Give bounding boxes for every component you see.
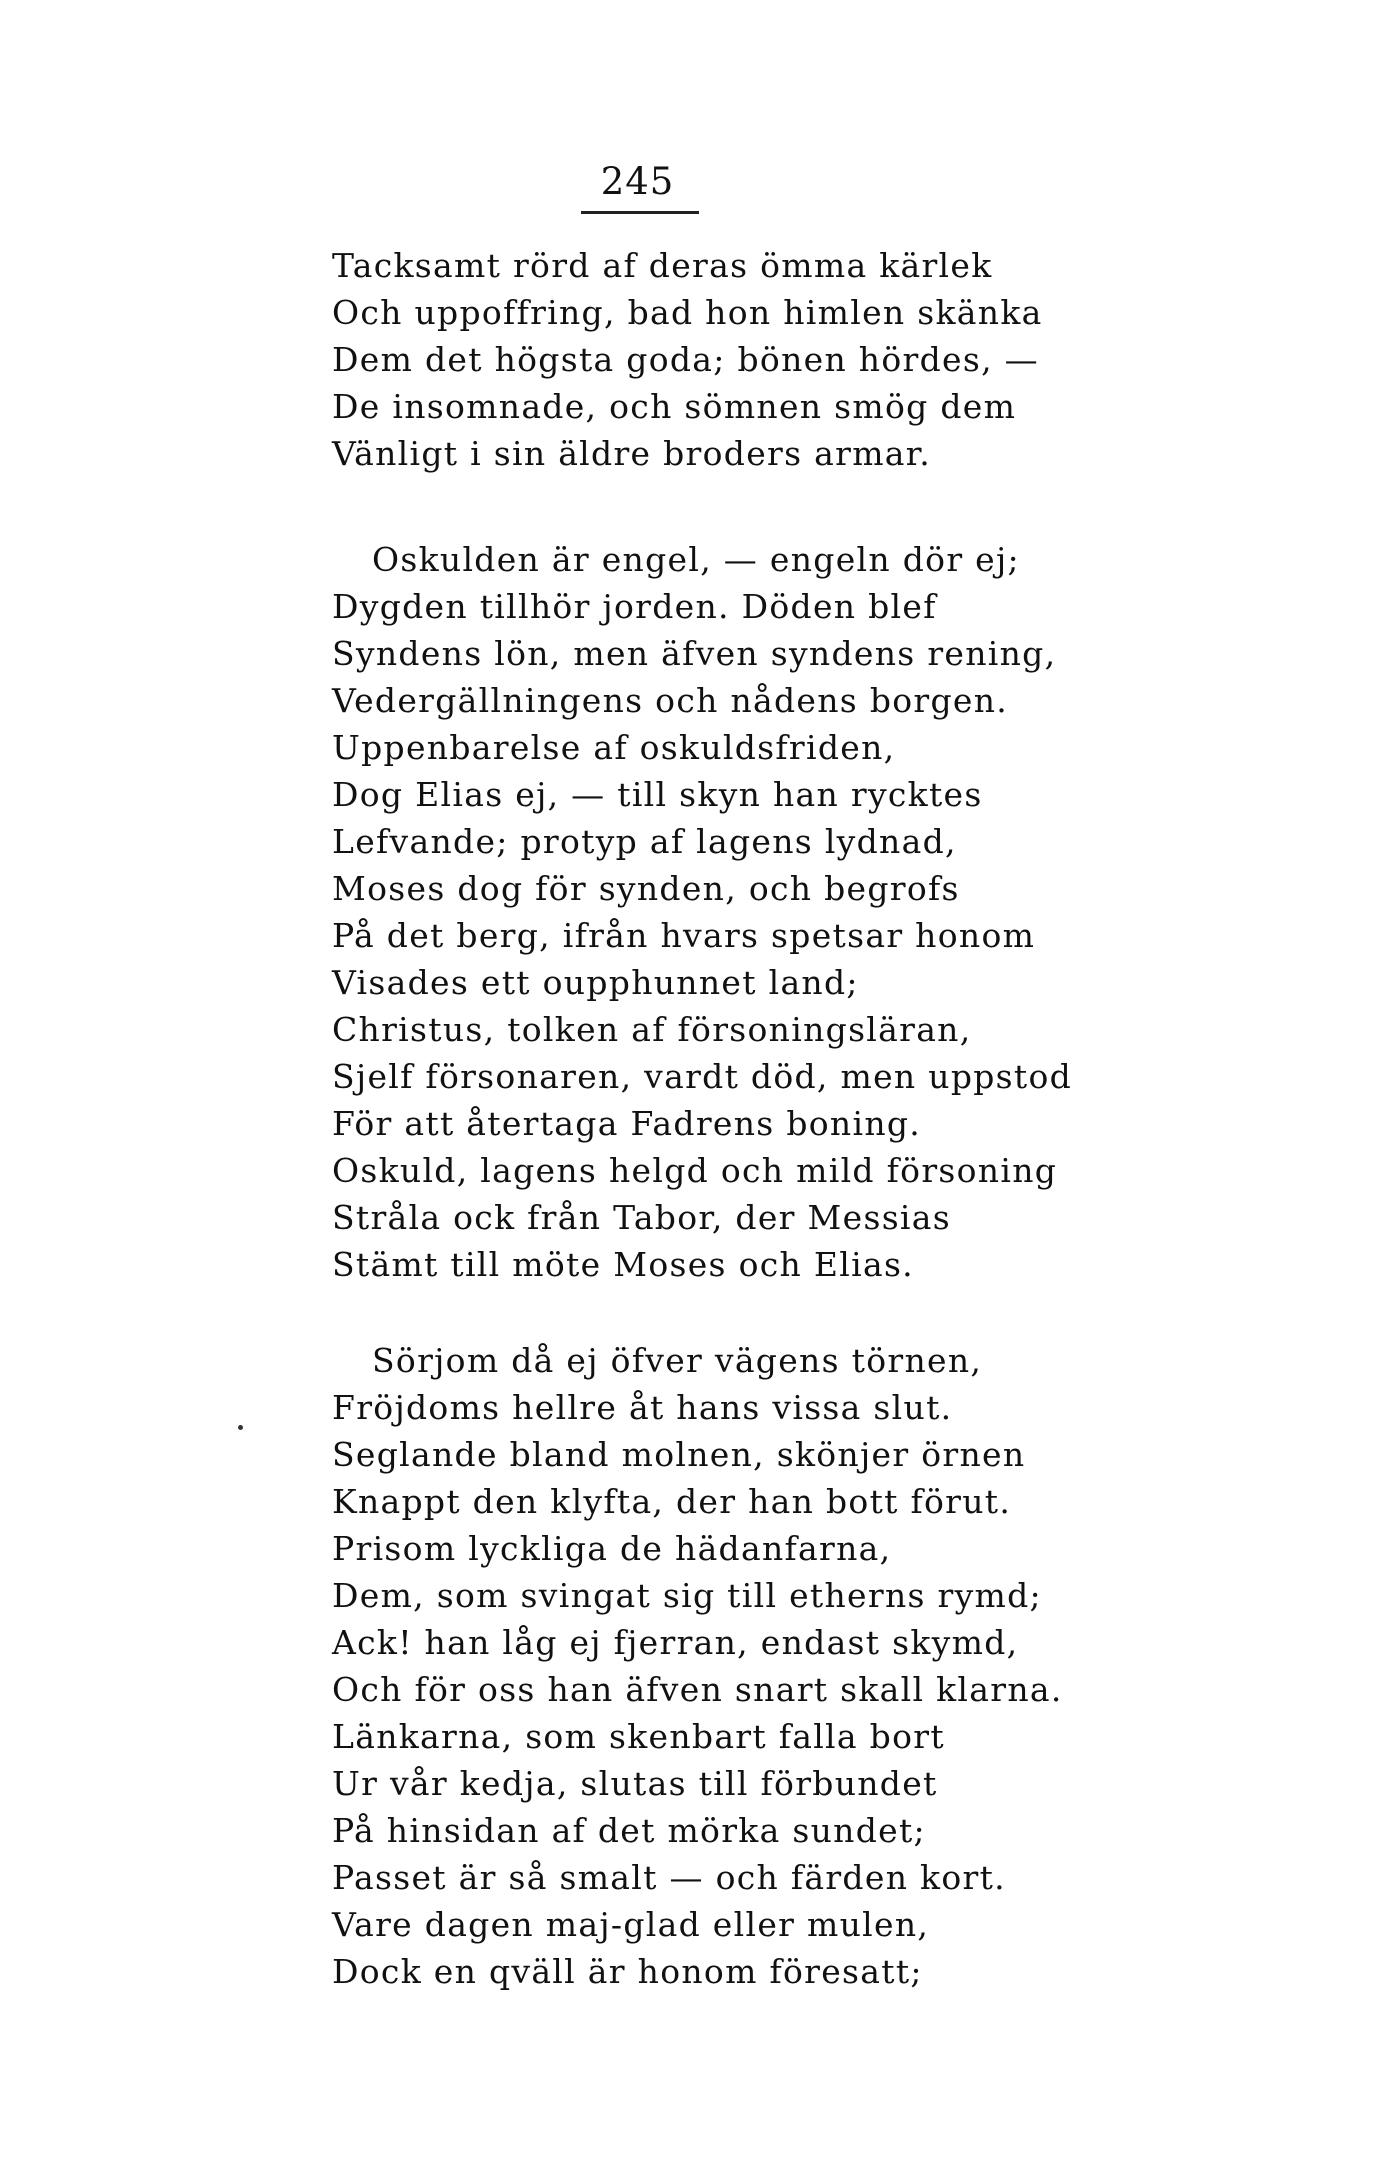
poem-line: Dock en qväll är honom föresatt;	[332, 1952, 923, 1991]
poem-line: Lefvande; protyp af lagens lydnad,	[332, 822, 957, 861]
page-number: 245	[600, 160, 675, 203]
poem-line: Prisom lyckliga de hädanfarna,	[332, 1529, 892, 1568]
poem-line: För att återtaga Fadrens boning.	[332, 1104, 922, 1143]
poem-line: På hinsidan af det mörka sundet;	[332, 1811, 926, 1850]
poem-line: Dog Elias ej, — till skyn han rycktes	[332, 775, 983, 814]
ink-speck	[238, 1425, 243, 1430]
poem-line: Ur vår kedja, slutas till förbundet	[332, 1764, 938, 1803]
poem-line: Oskuld, lagens helgd och mild försoning	[332, 1151, 1058, 1190]
poem-line: Visades ett oupphunnet land;	[332, 963, 859, 1002]
poem-line: Stämt till möte Moses och Elias.	[332, 1245, 914, 1284]
poem-line: Fröjdoms hellre åt hans vissa slut.	[332, 1388, 953, 1427]
stanza-3	[332, 1337, 1063, 1995]
poem-line: Vedergällningens och nådens borgen.	[332, 681, 1009, 720]
poem-line: Syndens lön, men äfven syndens rening,	[332, 634, 1057, 673]
poem-line: Passet är så smalt — och färden kort.	[332, 1858, 1006, 1897]
poem-line: Ack! han låg ej fjerran, endast skymd,	[332, 1623, 1019, 1662]
poem-line: Länkarna, som skenbart falla bort	[332, 1717, 945, 1756]
poem-line: Oskulden är engel, — engeln dör ej;	[372, 540, 1020, 579]
stanza-1	[332, 242, 1043, 477]
poem-line: Tacksamt rörd af deras ömma kärlek	[332, 246, 993, 285]
poem-line: Stråla ock från Tabor, der Messias	[332, 1198, 951, 1237]
poem-line: Moses dog för synden, och begrofs	[332, 869, 960, 908]
poem-line: Och uppoffring, bad hon himlen skänka	[332, 293, 1043, 332]
poem-line: Och för oss han äfven snart skall klarna.	[332, 1670, 1063, 1709]
poem-line: De insomnade, och sömnen smög dem	[332, 387, 1017, 426]
poem-line: Dem det högsta goda; bönen hördes, —	[332, 340, 1039, 379]
poem-line: Vänligt i sin äldre broders armar.	[332, 434, 932, 473]
poem-line: Christus, tolken af försoningsläran,	[332, 1010, 972, 1049]
poem-line: Uppenbarelse af oskuldsfriden,	[332, 728, 896, 767]
poem-line: Sjelf försonaren, vardt död, men uppstod	[332, 1057, 1073, 1096]
poem-line: Knappt den klyfta, der han bott förut.	[332, 1482, 1012, 1521]
poem-line: På det berg, ifrån hvars spetsar honom	[332, 916, 1036, 955]
poem-line: Dygden tillhör jorden. Döden blef	[332, 587, 937, 626]
poem-line: Sörjom då ej öfver vägens törnen,	[372, 1341, 983, 1380]
poem-line: Vare dagen maj-glad eller mulen,	[332, 1905, 930, 1944]
poem-line: Seglande bland molnen, skönjer örnen	[332, 1435, 1026, 1474]
poem-line: Dem, som svingat sig till etherns rymd;	[332, 1576, 1042, 1615]
page-number-rule	[581, 211, 699, 214]
stanza-2	[332, 536, 1072, 1288]
